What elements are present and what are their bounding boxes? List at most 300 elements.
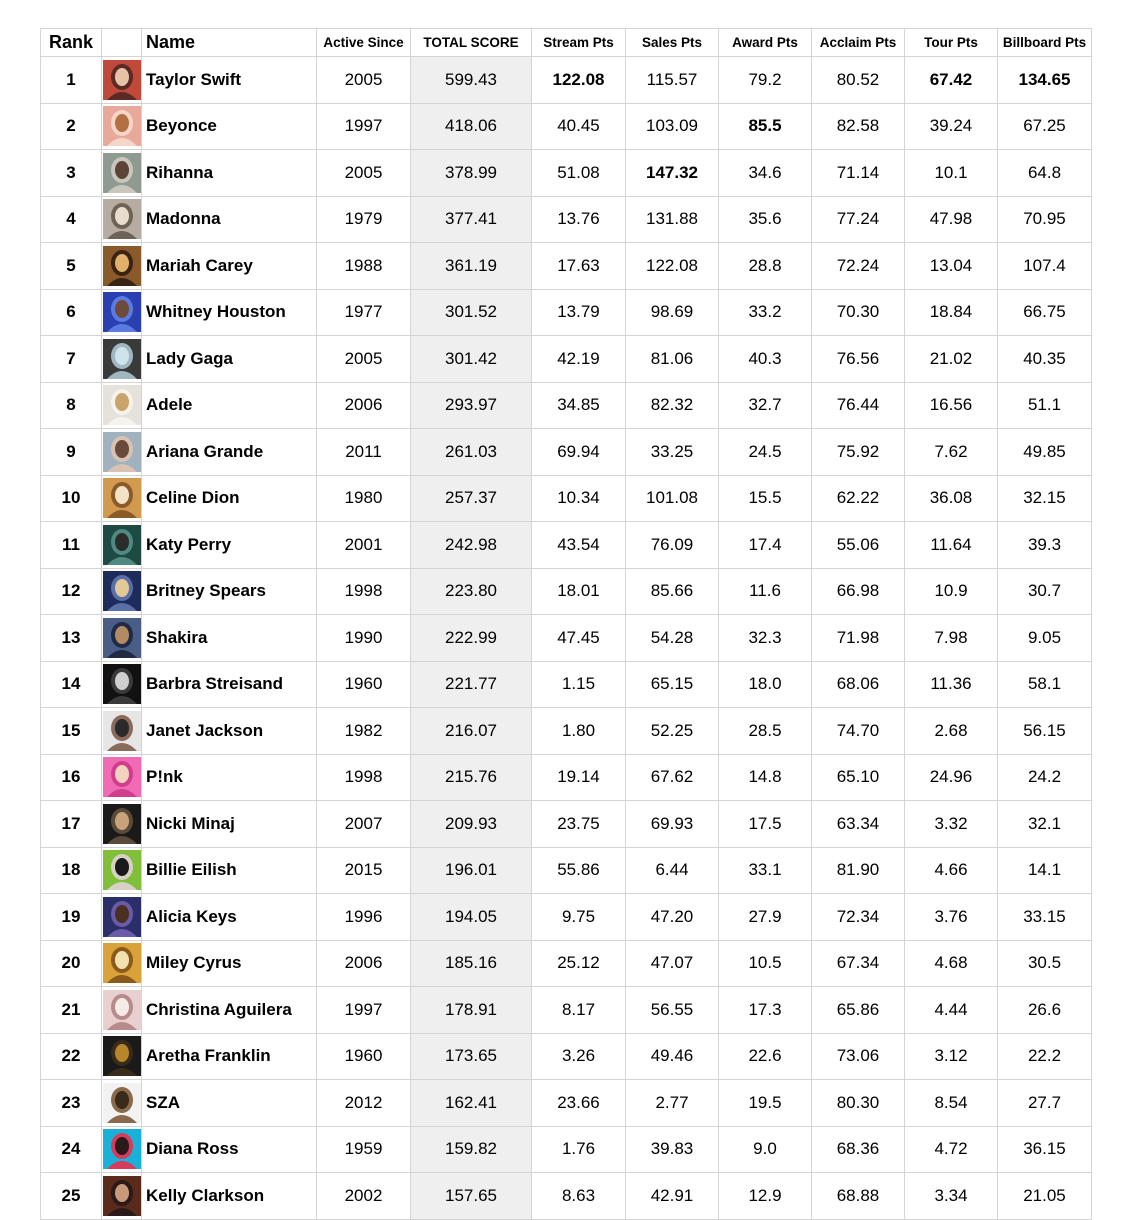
- award-pts-cell: 28.5: [719, 708, 812, 755]
- photo-cell: [102, 382, 142, 429]
- portrait-photo: [103, 385, 141, 425]
- artist-name: Christina Aguilera: [142, 987, 317, 1034]
- tour-pts-cell: 47.98: [905, 196, 998, 243]
- sales-pts-cell: 98.69: [626, 289, 719, 336]
- active-since-cell: 2015: [317, 847, 411, 894]
- table-row[interactable]: [41, 801, 1092, 848]
- artist-name: Mariah Carey: [142, 243, 317, 290]
- photo-face: [115, 1137, 129, 1155]
- stream-pts-cell: 25.12: [532, 940, 626, 987]
- portrait-photo: [103, 1129, 141, 1169]
- active-since-cell: 2007: [317, 801, 411, 848]
- rank-cell: 21: [41, 987, 102, 1034]
- total-score-cell: 221.77: [411, 661, 532, 708]
- billboard-pts-cell: 30.5: [998, 940, 1092, 987]
- photo-cell: [102, 894, 142, 941]
- portrait-photo: [103, 106, 141, 146]
- portrait-photo: [103, 897, 141, 937]
- photo-face: [115, 533, 129, 551]
- artist-name: Ariana Grande: [142, 429, 317, 476]
- acclaim-pts-cell: 62.22: [812, 475, 905, 522]
- table-row[interactable]: [41, 615, 1092, 662]
- table-row[interactable]: [41, 940, 1092, 987]
- photo-face: [115, 905, 129, 923]
- column-header-photo: [102, 29, 142, 57]
- total-score-cell: 209.93: [411, 801, 532, 848]
- active-since-cell: 1977: [317, 289, 411, 336]
- portrait-photo: [103, 943, 141, 983]
- table-row[interactable]: [41, 475, 1092, 522]
- ranking-table-container: [40, 28, 1092, 1220]
- photo-face: [115, 393, 129, 411]
- tour-pts-cell: 11.64: [905, 522, 998, 569]
- photo-face: [115, 812, 129, 830]
- artist-name: Diana Ross: [142, 1126, 317, 1173]
- acclaim-pts-cell: 77.24: [812, 196, 905, 243]
- total-score-cell: 293.97: [411, 382, 532, 429]
- total-score-cell: 162.41: [411, 1080, 532, 1127]
- stream-pts-cell: 40.45: [532, 103, 626, 150]
- total-score-cell: 196.01: [411, 847, 532, 894]
- billboard-pts-cell: 67.25: [998, 103, 1092, 150]
- portrait-photo: [103, 246, 141, 286]
- column-header-sales-pts[interactable]: Sales Pts: [626, 29, 719, 57]
- photo-cell: [102, 196, 142, 243]
- active-since-cell: 2012: [317, 1080, 411, 1127]
- tour-pts-cell: 11.36: [905, 661, 998, 708]
- table-row[interactable]: [41, 987, 1092, 1034]
- award-pts-cell: 12.9: [719, 1173, 812, 1220]
- photo-cell: [102, 801, 142, 848]
- photo-face: [115, 1184, 129, 1202]
- artist-name: Shakira: [142, 615, 317, 662]
- tour-pts-cell: 7.62: [905, 429, 998, 476]
- artist-name: Whitney Houston: [142, 289, 317, 336]
- total-score-cell: 216.07: [411, 708, 532, 755]
- tour-pts-cell: 16.56: [905, 382, 998, 429]
- acclaim-pts-cell: 75.92: [812, 429, 905, 476]
- award-pts-cell: 17.5: [719, 801, 812, 848]
- tour-pts-cell: 3.32: [905, 801, 998, 848]
- artist-name: Celine Dion: [142, 475, 317, 522]
- sales-pts-cell: 81.06: [626, 336, 719, 383]
- acclaim-pts-cell: 63.34: [812, 801, 905, 848]
- table-row[interactable]: [41, 894, 1092, 941]
- artist-name: SZA: [142, 1080, 317, 1127]
- active-since-cell: 1997: [317, 987, 411, 1034]
- award-pts-cell: 10.5: [719, 940, 812, 987]
- table-body: [41, 57, 1092, 1220]
- tour-pts-cell: 2.68: [905, 708, 998, 755]
- table-row[interactable]: [41, 1126, 1092, 1173]
- photo-cell: [102, 336, 142, 383]
- artist-name: Janet Jackson: [142, 708, 317, 755]
- table-row[interactable]: [41, 429, 1092, 476]
- acclaim-pts-cell: 73.06: [812, 1033, 905, 1080]
- stream-pts-cell: 47.45: [532, 615, 626, 662]
- column-header-name[interactable]: Name: [142, 29, 317, 57]
- award-pts-cell: 15.5: [719, 475, 812, 522]
- table-row[interactable]: [41, 522, 1092, 569]
- rank-cell: 4: [41, 196, 102, 243]
- stream-pts-cell: 23.75: [532, 801, 626, 848]
- acclaim-pts-cell: 80.52: [812, 57, 905, 104]
- billboard-pts-cell: 32.15: [998, 475, 1092, 522]
- photo-cell: [102, 615, 142, 662]
- photo-cell: [102, 754, 142, 801]
- table-row[interactable]: [41, 382, 1092, 429]
- table-row[interactable]: [41, 150, 1092, 197]
- billboard-pts-cell: 33.15: [998, 894, 1092, 941]
- photo-face: [115, 207, 129, 225]
- billboard-pts-cell: 134.65: [998, 57, 1092, 104]
- tour-pts-cell: 3.34: [905, 1173, 998, 1220]
- active-since-cell: 1998: [317, 754, 411, 801]
- table-row[interactable]: [41, 289, 1092, 336]
- billboard-pts-cell: 51.1: [998, 382, 1092, 429]
- acclaim-pts-cell: 70.30: [812, 289, 905, 336]
- sales-pts-cell: 39.83: [626, 1126, 719, 1173]
- sales-pts-cell: 82.32: [626, 382, 719, 429]
- artist-name: Lady Gaga: [142, 336, 317, 383]
- rank-cell: 7: [41, 336, 102, 383]
- artist-name: Miley Cyrus: [142, 940, 317, 987]
- rank-cell: 19: [41, 894, 102, 941]
- rank-cell: 12: [41, 568, 102, 615]
- stream-pts-cell: 1.15: [532, 661, 626, 708]
- acclaim-pts-cell: 74.70: [812, 708, 905, 755]
- photo-face: [115, 300, 129, 318]
- award-pts-cell: 79.2: [719, 57, 812, 104]
- active-since-cell: 1979: [317, 196, 411, 243]
- photo-cell: [102, 568, 142, 615]
- tour-pts-cell: 24.96: [905, 754, 998, 801]
- sales-pts-cell: 6.44: [626, 847, 719, 894]
- award-pts-cell: 33.2: [719, 289, 812, 336]
- award-pts-cell: 19.5: [719, 1080, 812, 1127]
- photo-cell: [102, 429, 142, 476]
- total-score-cell: 257.37: [411, 475, 532, 522]
- artist-name: P!nk: [142, 754, 317, 801]
- stream-pts-cell: 8.63: [532, 1173, 626, 1220]
- table-row[interactable]: [41, 754, 1092, 801]
- rank-cell: 10: [41, 475, 102, 522]
- active-since-cell: 1959: [317, 1126, 411, 1173]
- stream-pts-cell: 13.79: [532, 289, 626, 336]
- active-since-cell: 2005: [317, 57, 411, 104]
- stream-pts-cell: 34.85: [532, 382, 626, 429]
- table-row[interactable]: [41, 708, 1092, 755]
- artist-ranking-table: [40, 28, 1092, 1220]
- photo-face: [115, 254, 129, 272]
- table-row[interactable]: [41, 1080, 1092, 1127]
- rank-cell: 8: [41, 382, 102, 429]
- billboard-pts-cell: 27.7: [998, 1080, 1092, 1127]
- photo-cell: [102, 475, 142, 522]
- total-score-cell: 178.91: [411, 987, 532, 1034]
- table-row[interactable]: [41, 1173, 1092, 1220]
- column-header-award-pts[interactable]: Award Pts: [719, 29, 812, 57]
- acclaim-pts-cell: 82.58: [812, 103, 905, 150]
- acclaim-pts-cell: 66.98: [812, 568, 905, 615]
- acclaim-pts-cell: 76.44: [812, 382, 905, 429]
- stream-pts-cell: 69.94: [532, 429, 626, 476]
- award-pts-cell: 28.8: [719, 243, 812, 290]
- active-since-cell: 1998: [317, 568, 411, 615]
- rank-cell: 20: [41, 940, 102, 987]
- sales-pts-cell: 115.57: [626, 57, 719, 104]
- active-since-cell: 2001: [317, 522, 411, 569]
- total-score-cell: 157.65: [411, 1173, 532, 1220]
- billboard-pts-cell: 24.2: [998, 754, 1092, 801]
- billboard-pts-cell: 26.6: [998, 987, 1092, 1034]
- rank-cell: 13: [41, 615, 102, 662]
- acclaim-pts-cell: 67.34: [812, 940, 905, 987]
- total-score-cell: 223.80: [411, 568, 532, 615]
- active-since-cell: 2002: [317, 1173, 411, 1220]
- table-row[interactable]: [41, 661, 1092, 708]
- active-since-cell: 1997: [317, 103, 411, 150]
- acclaim-pts-cell: 76.56: [812, 336, 905, 383]
- total-score-cell: 378.99: [411, 150, 532, 197]
- stream-pts-cell: 10.34: [532, 475, 626, 522]
- photo-face: [115, 765, 129, 783]
- portrait-photo: [103, 60, 141, 100]
- portrait-photo: [103, 199, 141, 239]
- rank-cell: 5: [41, 243, 102, 290]
- active-since-cell: 1996: [317, 894, 411, 941]
- sales-pts-cell: 76.09: [626, 522, 719, 569]
- artist-name: Kelly Clarkson: [142, 1173, 317, 1220]
- photo-cell: [102, 522, 142, 569]
- total-score-cell: 242.98: [411, 522, 532, 569]
- stream-pts-cell: 17.63: [532, 243, 626, 290]
- award-pts-cell: 18.0: [719, 661, 812, 708]
- photo-face: [115, 858, 129, 876]
- photo-face: [115, 1044, 129, 1062]
- rank-cell: 11: [41, 522, 102, 569]
- active-since-cell: 1990: [317, 615, 411, 662]
- billboard-pts-cell: 36.15: [998, 1126, 1092, 1173]
- total-score-cell: 599.43: [411, 57, 532, 104]
- column-header-acclaim-pts[interactable]: Acclaim Pts: [812, 29, 905, 57]
- award-pts-cell: 24.5: [719, 429, 812, 476]
- acclaim-pts-cell: 68.88: [812, 1173, 905, 1220]
- award-pts-cell: 9.0: [719, 1126, 812, 1173]
- billboard-pts-cell: 66.75: [998, 289, 1092, 336]
- sales-pts-cell: 52.25: [626, 708, 719, 755]
- photo-cell: [102, 1173, 142, 1220]
- photo-face: [115, 998, 129, 1016]
- billboard-pts-cell: 40.35: [998, 336, 1092, 383]
- total-score-cell: 194.05: [411, 894, 532, 941]
- table-row[interactable]: [41, 103, 1092, 150]
- photo-cell: [102, 1033, 142, 1080]
- award-pts-cell: 27.9: [719, 894, 812, 941]
- billboard-pts-cell: 49.85: [998, 429, 1092, 476]
- sales-pts-cell: 65.15: [626, 661, 719, 708]
- total-score-cell: 215.76: [411, 754, 532, 801]
- photo-face: [115, 579, 129, 597]
- active-since-cell: 1960: [317, 661, 411, 708]
- table-row[interactable]: [41, 1033, 1092, 1080]
- tour-pts-cell: 67.42: [905, 57, 998, 104]
- rank-cell: 25: [41, 1173, 102, 1220]
- award-pts-cell: 32.3: [719, 615, 812, 662]
- column-header-active-since[interactable]: Active Since: [317, 29, 411, 57]
- table-row[interactable]: [41, 568, 1092, 615]
- column-header-stream-pts[interactable]: Stream Pts: [532, 29, 626, 57]
- award-pts-cell: 17.3: [719, 987, 812, 1034]
- photo-cell: [102, 987, 142, 1034]
- table-row[interactable]: [41, 336, 1092, 383]
- active-since-cell: 2006: [317, 382, 411, 429]
- billboard-pts-cell: 56.15: [998, 708, 1092, 755]
- billboard-pts-cell: 22.2: [998, 1033, 1092, 1080]
- active-since-cell: 2011: [317, 429, 411, 476]
- stream-pts-cell: 19.14: [532, 754, 626, 801]
- total-score-cell: 173.65: [411, 1033, 532, 1080]
- award-pts-cell: 34.6: [719, 150, 812, 197]
- artist-name: Rihanna: [142, 150, 317, 197]
- portrait-photo: [103, 757, 141, 797]
- sales-pts-cell: 47.20: [626, 894, 719, 941]
- portrait-photo: [103, 1083, 141, 1123]
- stream-pts-cell: 122.08: [532, 57, 626, 104]
- sales-pts-cell: 2.77: [626, 1080, 719, 1127]
- total-score-cell: 261.03: [411, 429, 532, 476]
- photo-face: [115, 1091, 129, 1109]
- photo-face: [115, 440, 129, 458]
- artist-name: Billie Eilish: [142, 847, 317, 894]
- active-since-cell: 2006: [317, 940, 411, 987]
- table-row[interactable]: [41, 847, 1092, 894]
- rank-cell: 17: [41, 801, 102, 848]
- rank-cell: 18: [41, 847, 102, 894]
- award-pts-cell: 40.3: [719, 336, 812, 383]
- acclaim-pts-cell: 55.06: [812, 522, 905, 569]
- column-header-rank[interactable]: Rank: [41, 29, 102, 57]
- portrait-photo: [103, 432, 141, 472]
- table-row[interactable]: [41, 57, 1092, 104]
- stream-pts-cell: 8.17: [532, 987, 626, 1034]
- photo-cell: [102, 243, 142, 290]
- sales-pts-cell: 49.46: [626, 1033, 719, 1080]
- artist-name: Britney Spears: [142, 568, 317, 615]
- portrait-photo: [103, 292, 141, 332]
- acclaim-pts-cell: 80.30: [812, 1080, 905, 1127]
- column-header-billboard-pts[interactable]: Billboard Pts: [998, 29, 1092, 57]
- billboard-pts-cell: 39.3: [998, 522, 1092, 569]
- portrait-photo: [103, 153, 141, 193]
- portrait-photo: [103, 1176, 141, 1216]
- tour-pts-cell: 21.02: [905, 336, 998, 383]
- photo-cell: [102, 1080, 142, 1127]
- table-row[interactable]: [41, 196, 1092, 243]
- award-pts-cell: 85.5: [719, 103, 812, 150]
- photo-cell: [102, 103, 142, 150]
- photo-face: [115, 951, 129, 969]
- sales-pts-cell: 122.08: [626, 243, 719, 290]
- tour-pts-cell: 4.44: [905, 987, 998, 1034]
- photo-cell: [102, 940, 142, 987]
- photo-cell: [102, 1126, 142, 1173]
- portrait-photo: [103, 711, 141, 751]
- stream-pts-cell: 9.75: [532, 894, 626, 941]
- sales-pts-cell: 131.88: [626, 196, 719, 243]
- artist-name: Taylor Swift: [142, 57, 317, 104]
- tour-pts-cell: 4.68: [905, 940, 998, 987]
- award-pts-cell: 17.4: [719, 522, 812, 569]
- billboard-pts-cell: 58.1: [998, 661, 1092, 708]
- sales-pts-cell: 69.93: [626, 801, 719, 848]
- stream-pts-cell: 51.08: [532, 150, 626, 197]
- acclaim-pts-cell: 65.10: [812, 754, 905, 801]
- column-header-total-score[interactable]: TOTAL SCORE: [411, 29, 532, 57]
- tour-pts-cell: 10.9: [905, 568, 998, 615]
- portrait-photo: [103, 804, 141, 844]
- rank-cell: 9: [41, 429, 102, 476]
- acclaim-pts-cell: 68.36: [812, 1126, 905, 1173]
- rank-cell: 15: [41, 708, 102, 755]
- total-score-cell: 361.19: [411, 243, 532, 290]
- rank-cell: 2: [41, 103, 102, 150]
- award-pts-cell: 35.6: [719, 196, 812, 243]
- column-header-tour-pts[interactable]: Tour Pts: [905, 29, 998, 57]
- tour-pts-cell: 18.84: [905, 289, 998, 336]
- billboard-pts-cell: 64.8: [998, 150, 1092, 197]
- portrait-photo: [103, 525, 141, 565]
- artist-name: Katy Perry: [142, 522, 317, 569]
- photo-face: [115, 672, 129, 690]
- total-score-cell: 222.99: [411, 615, 532, 662]
- photo-face: [115, 68, 129, 86]
- rank-cell: 24: [41, 1126, 102, 1173]
- tour-pts-cell: 3.76: [905, 894, 998, 941]
- photo-cell: [102, 708, 142, 755]
- stream-pts-cell: 55.86: [532, 847, 626, 894]
- tour-pts-cell: 3.12: [905, 1033, 998, 1080]
- rank-cell: 23: [41, 1080, 102, 1127]
- active-since-cell: 1980: [317, 475, 411, 522]
- billboard-pts-cell: 9.05: [998, 615, 1092, 662]
- billboard-pts-cell: 21.05: [998, 1173, 1092, 1220]
- sales-pts-cell: 103.09: [626, 103, 719, 150]
- billboard-pts-cell: 107.4: [998, 243, 1092, 290]
- portrait-photo: [103, 571, 141, 611]
- sales-pts-cell: 147.32: [626, 150, 719, 197]
- acclaim-pts-cell: 65.86: [812, 987, 905, 1034]
- artist-name: Madonna: [142, 196, 317, 243]
- award-pts-cell: 14.8: [719, 754, 812, 801]
- photo-face: [115, 347, 129, 365]
- table-row[interactable]: [41, 243, 1092, 290]
- sales-pts-cell: 101.08: [626, 475, 719, 522]
- award-pts-cell: 22.6: [719, 1033, 812, 1080]
- photo-cell: [102, 661, 142, 708]
- sales-pts-cell: 54.28: [626, 615, 719, 662]
- photo-face: [115, 719, 129, 737]
- photo-face: [115, 626, 129, 644]
- portrait-photo: [103, 339, 141, 379]
- total-score-cell: 185.16: [411, 940, 532, 987]
- active-since-cell: 1982: [317, 708, 411, 755]
- total-score-cell: 301.42: [411, 336, 532, 383]
- artist-name: Aretha Franklin: [142, 1033, 317, 1080]
- acclaim-pts-cell: 71.98: [812, 615, 905, 662]
- acclaim-pts-cell: 72.34: [812, 894, 905, 941]
- total-score-cell: 377.41: [411, 196, 532, 243]
